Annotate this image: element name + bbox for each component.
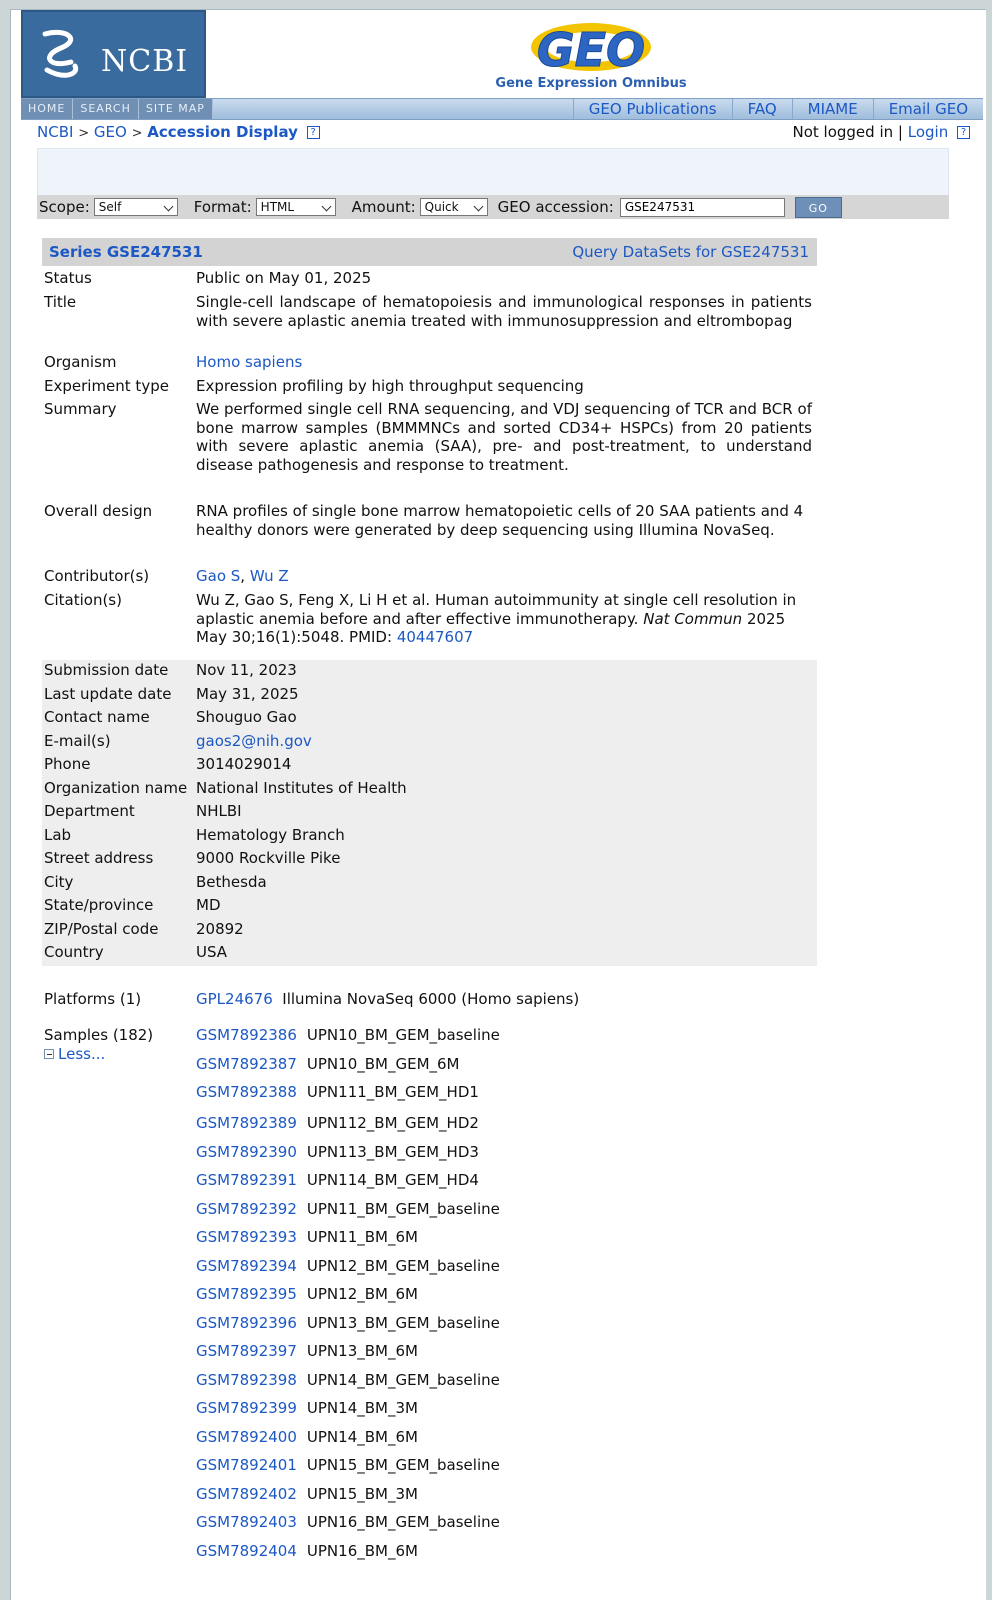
sample-name: UPN15_BM_3M [306, 1485, 418, 1503]
sample-link[interactable]: GSM7892403 [196, 1513, 297, 1531]
field-value: 9000 Rockville Pike [196, 849, 341, 867]
sample-link[interactable]: GSM7892400 [196, 1428, 297, 1446]
nav-email-geo[interactable]: Email GEO [873, 99, 983, 119]
sample-name: UPN14_BM_GEM_baseline [306, 1371, 500, 1389]
field-value: NHLBI [196, 802, 242, 820]
collapse-icon [44, 1049, 54, 1059]
sample-link[interactable]: GSM7892390 [196, 1143, 297, 1161]
contributor-sep: , [240, 567, 246, 585]
breadcrumb-ncbi[interactable]: NCBI [37, 123, 74, 141]
sample-row [196, 1026, 500, 1044]
sample-row [196, 1055, 460, 1073]
sample-row [196, 1513, 500, 1531]
sample-row [196, 1542, 418, 1560]
contributor-link[interactable]: Wu Z [249, 567, 289, 585]
field-label: ZIP/Postal code [44, 919, 159, 938]
login-area [792, 123, 970, 141]
sample-link[interactable]: GSM7892389 [196, 1114, 297, 1132]
field-value: USA [196, 943, 228, 961]
organism-link[interactable]: Homo sapiens [196, 353, 303, 371]
sample-name: UPN10_BM_GEM_baseline [306, 1026, 500, 1044]
field-value: National Institutes of Health [196, 778, 407, 797]
sample-row [196, 1399, 418, 1417]
go-button[interactable]: GO [795, 197, 842, 218]
field-label: State/province [44, 896, 154, 914]
sample-row [196, 1342, 418, 1360]
ncbi-logo[interactable] [21, 10, 206, 98]
breadcrumb-geo[interactable]: GEO [93, 123, 127, 141]
accession-input[interactable] [620, 198, 785, 217]
sample-link[interactable]: GSM7892387 [196, 1055, 297, 1073]
contributors-value [196, 567, 812, 586]
sample-name: UPN14_BM_3M [306, 1399, 418, 1417]
sample-link[interactable]: GSM7892397 [196, 1342, 297, 1360]
summary-value: We performed single cell RNA sequencing, and VDJ sequencing of TCR and BCR of bone marrow samples (BMMMNCs and sorted CD34+ HSPCs) from 20 patients with severe aplastic anemia (SAA), pre- and post-treatment, to understand disease pathogenesis and response to treatment. [196, 400, 812, 474]
field-value: Hematology Branch [196, 825, 345, 844]
geo-logo[interactable] [491, 14, 691, 98]
field-label: Contact name [44, 708, 150, 726]
experiment-type-value: Expression profiling by high throughput sequencing [196, 377, 584, 395]
sample-name: UPN11_BM_GEM_baseline [306, 1200, 500, 1218]
sample-name: UPN113_BM_GEM_HD3 [306, 1143, 479, 1161]
sample-name: UPN111_BM_GEM_HD1 [306, 1083, 479, 1101]
nav-home[interactable]: HOME [21, 99, 73, 119]
ncbi-logo-text: NCBI [101, 44, 189, 79]
geo-subtitle: Gene Expression Omnibus [495, 76, 687, 91]
nav-search[interactable]: SEARCH [73, 99, 139, 119]
sample-name: UPN16_BM_6M [306, 1542, 418, 1560]
top-navbar [21, 98, 983, 120]
field-label: Organism [44, 353, 117, 371]
sample-link[interactable]: GSM7892402 [196, 1485, 297, 1503]
field-value: Shouguo Gao [196, 708, 297, 726]
title-value: Single-cell landscape of hematopoiesis and immunological responses in patients with severe aplastic anemia treated with immunosuppression and eltrombopag [196, 293, 812, 330]
sample-link[interactable]: GSM7892393 [196, 1228, 297, 1246]
field-label: Contributor(s) [44, 567, 150, 585]
pmid-link[interactable]: 40447607 [396, 628, 474, 646]
sample-link[interactable]: GSM7892391 [196, 1171, 297, 1189]
nav-geo-publications[interactable]: GEO Publications [573, 99, 732, 119]
sample-name: UPN16_BM_GEM_baseline [306, 1513, 500, 1531]
sample-row [196, 1485, 418, 1503]
platform-name: Illumina NovaSeq 6000 (Homo sapiens) [282, 990, 580, 1008]
sample-row [196, 1114, 479, 1132]
sample-row [196, 1228, 418, 1246]
field-label: Last update date [44, 684, 172, 703]
ncbi-helix-icon [37, 26, 87, 86]
platform-link[interactable]: GPL24676 [196, 990, 273, 1008]
sample-link[interactable]: GSM7892386 [196, 1026, 297, 1044]
less-label: Less... [58, 1045, 106, 1063]
sample-name: UPN12_BM_6M [306, 1285, 418, 1303]
breadcrumb-sep: > [131, 126, 143, 141]
field-label: Status [44, 269, 92, 287]
sample-name: UPN15_BM_GEM_baseline [306, 1456, 500, 1474]
sample-row [196, 1428, 418, 1446]
login-status: Not logged in [792, 123, 894, 141]
sample-row [196, 1143, 479, 1161]
platforms-label: Platforms (1) [44, 990, 142, 1008]
search-bar [37, 195, 949, 219]
breadcrumb-sep: > [78, 126, 90, 141]
field-label: Street address [44, 849, 154, 867]
field-value: 20892 [196, 919, 244, 938]
field-value: May 31, 2025 [196, 684, 299, 703]
field-label: Lab [44, 825, 72, 844]
sample-row [196, 1171, 479, 1189]
field-value: Bethesda [196, 872, 267, 891]
field-label: Title [44, 293, 77, 311]
contributor-link[interactable]: Gao S [196, 567, 241, 585]
breadcrumb-current: Accession Display [147, 123, 298, 141]
sample-link[interactable]: GSM7892396 [196, 1314, 297, 1332]
sample-link[interactable]: GSM7892395 [196, 1285, 297, 1303]
login-sep: | [897, 123, 903, 141]
query-datasets-link[interactable]: Query DataSets for GSE247531 [572, 243, 809, 261]
email-link[interactable]: gaos2@nih.gov [196, 731, 312, 750]
field-value: Nov 11, 2023 [196, 661, 297, 679]
overall-design-value: RNA profiles of single bone marrow hematopoietic cells of 20 SAA patients and 4 healthy donors were generated by deep sequencing using Illumina NovaSeq. [196, 502, 804, 539]
nav-faq[interactable]: FAQ [732, 99, 792, 119]
status-value: Public on May 01, 2025 [196, 269, 372, 287]
sample-row [196, 1285, 418, 1303]
field-label: Summary [44, 400, 117, 418]
sample-row [196, 1456, 500, 1474]
sample-name: UPN114_BM_GEM_HD4 [306, 1171, 479, 1189]
sample-name: UPN13_BM_GEM_baseline [306, 1314, 500, 1332]
nav-site-map[interactable]: SITE MAP [139, 99, 213, 119]
sample-row [196, 1083, 479, 1101]
sample-link[interactable]: GSM7892394 [196, 1257, 297, 1275]
scope-label: Scope: [39, 198, 90, 216]
sample-row [196, 1371, 500, 1389]
sample-link[interactable]: GSM7892399 [196, 1399, 297, 1417]
sample-link[interactable]: GSM7892392 [196, 1200, 297, 1218]
login-link[interactable]: Login [907, 123, 949, 141]
amount-label: Amount: [351, 198, 416, 216]
breadcrumb [37, 123, 320, 141]
sample-link[interactable]: GSM7892388 [196, 1083, 297, 1101]
help-icon[interactable]: ? [307, 126, 320, 139]
page [10, 9, 986, 1600]
sample-name: UPN11_BM_6M [306, 1228, 418, 1246]
sample-name: UPN10_BM_GEM_6M [306, 1055, 460, 1073]
citation-text: Wu Z, Gao S, Feng X, Li H et al. Human autoimmunity at single cell resolution in aplastic anemia before and after effective immunotherapy. [196, 591, 797, 628]
field-label: Submission date [44, 661, 169, 679]
format-label: Format: [193, 198, 252, 216]
samples-label: Samples (182) [44, 1026, 154, 1044]
field-label: City [44, 872, 74, 891]
field-value: 3014029014 [196, 755, 292, 773]
citation-tail: 2025 May 30;16(1):5048. PMID: [196, 609, 786, 646]
field-label: Department [44, 802, 135, 820]
sample-row [196, 1257, 500, 1275]
field-label: E-mail(s) [44, 731, 111, 750]
field-label: Country [44, 943, 104, 961]
series-title: Series GSE247531 [49, 243, 203, 261]
less-toggle[interactable] [44, 1045, 105, 1063]
sample-row [196, 1200, 500, 1218]
accession-label: GEO accession: [497, 198, 614, 216]
scope-select[interactable]: Self [94, 198, 178, 216]
sample-link[interactable]: GSM7892401 [196, 1456, 297, 1474]
sample-link[interactable]: GSM7892404 [196, 1542, 297, 1560]
help-icon[interactable]: ? [957, 126, 970, 139]
sample-name: UPN112_BM_GEM_HD2 [306, 1114, 479, 1132]
field-label: Citation(s) [44, 591, 122, 609]
amount-select[interactable]: Quick [420, 198, 488, 216]
sample-link[interactable]: GSM7892398 [196, 1371, 297, 1389]
field-label: Phone [44, 755, 91, 773]
citation-journal: Nat Commun [643, 609, 743, 628]
format-select[interactable]: HTML [256, 198, 336, 216]
nav-miame[interactable]: MIAME [792, 99, 873, 119]
geo-logo-text: GEO [536, 23, 646, 76]
citation-value [196, 591, 812, 647]
sample-name: UPN14_BM_6M [306, 1428, 418, 1446]
field-value: MD [196, 896, 221, 914]
series-header [42, 238, 817, 266]
geo-globe-icon [491, 14, 691, 76]
sample-row [196, 1314, 500, 1332]
field-label: Organization name [44, 778, 188, 797]
sample-name: UPN12_BM_GEM_baseline [306, 1257, 500, 1275]
platform-value [196, 990, 812, 1009]
field-label: Experiment type [44, 377, 169, 395]
sample-name: UPN13_BM_6M [306, 1342, 418, 1360]
nav-right [573, 99, 983, 119]
nav-left [21, 99, 213, 119]
field-label: Overall design [44, 502, 153, 520]
